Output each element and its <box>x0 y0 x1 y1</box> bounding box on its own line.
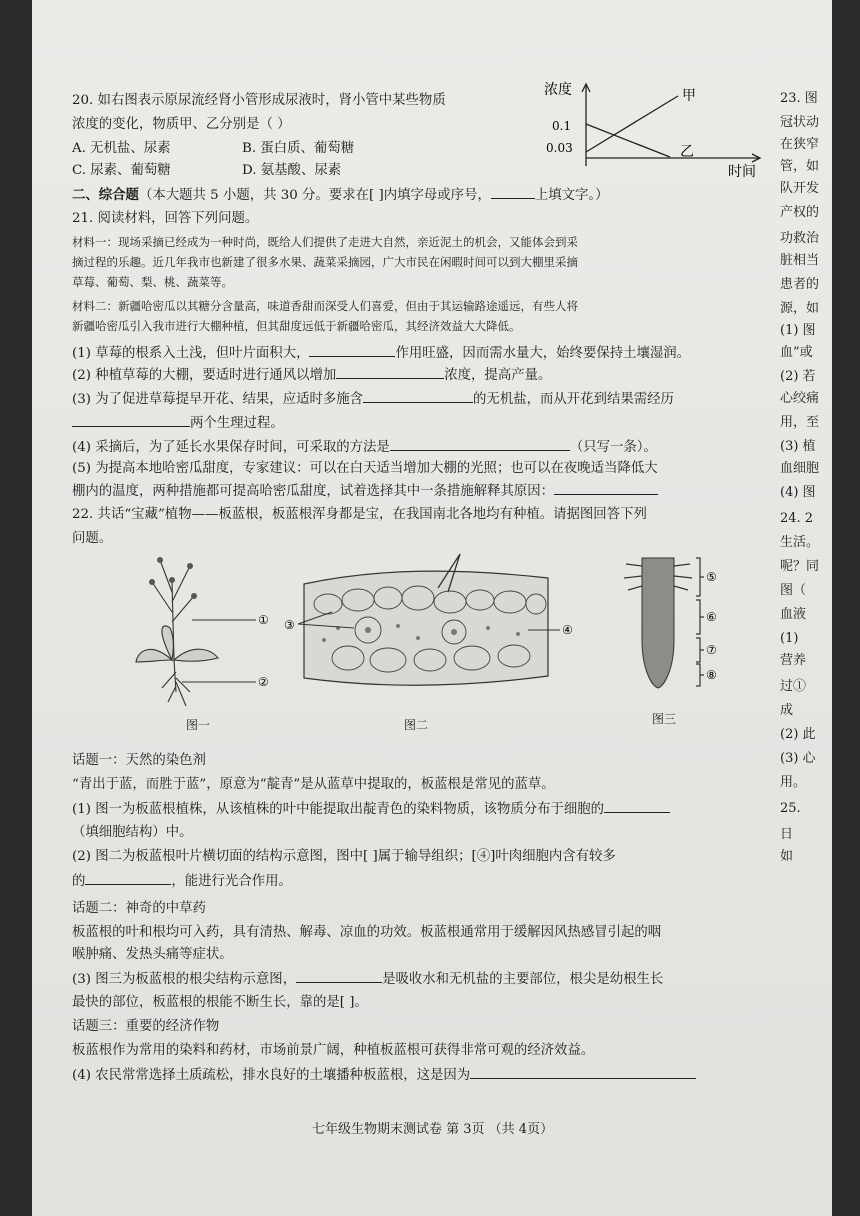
section2-desc-b: 上填文字。） <box>534 188 609 203</box>
q21-sub5-b: 棚内的温度，两种措施都可提高哈密瓜甜度，试着选择其中一条措施解释其原因： <box>72 484 555 499</box>
answer-blank[interactable] <box>363 390 473 403</box>
right-column-fragment: 成 <box>780 703 794 718</box>
q20-option-c: C. 尿素、葡萄糖 <box>72 163 171 178</box>
fig1-mark-1: ① <box>258 613 269 627</box>
section2-desc-a: （本大题共 5 小题，共 30 分。要求在[ ]内填字母或序号， <box>138 188 491 203</box>
right-column-fragment: 图（ <box>780 583 807 598</box>
right-column-fragment: 用。 <box>780 775 807 790</box>
y-axis-label: 浓度 <box>544 82 572 98</box>
right-column-fragment: 源，如 <box>780 301 820 316</box>
q21-sub4-a: (4) 采摘后，为了延长水果保存时间，可采取的方法是 <box>72 440 390 455</box>
fig3-root-tip-diagram <box>612 550 722 700</box>
flower-cluster <box>149 579 155 585</box>
right-column-fragment: (4) 图 <box>780 485 816 500</box>
right-column-fragment: (2) 此 <box>780 727 816 742</box>
fig2-caption: 图二 <box>404 718 429 732</box>
flower-cluster <box>187 563 193 569</box>
q22-stem-line2: 问题。 <box>72 531 113 546</box>
q22-sub2-b: 的 <box>72 874 86 889</box>
right-column-fragment: (1) <box>780 631 799 646</box>
right-column-fragment: 24. 2 <box>780 511 814 526</box>
fig2-mark-3: ③ <box>284 618 295 632</box>
right-column-fragment: 用，至 <box>780 415 820 430</box>
right-column-fragment: 23. 图 <box>780 91 818 106</box>
answer-blank[interactable] <box>604 800 670 813</box>
blank-sample <box>491 186 535 199</box>
fig2-mark-4: ④ <box>562 623 573 637</box>
cell-dot <box>365 627 371 633</box>
right-column-fragment: 产权的 <box>780 205 820 220</box>
q21-material2-line2: 新疆哈密瓜引入我市进行大棚种植，但其甜度远低于新疆哈密瓜，其经济效益大大降低。 <box>72 319 521 333</box>
right-column-fragment: 心绞痛 <box>780 391 820 406</box>
q21-sub3-cont <box>72 414 284 433</box>
line-jia <box>586 96 678 152</box>
q22-sub4-a: (4) 农民常常选择土质疏松，排水良好的土壤播种板蓝根，这是因为 <box>72 1068 471 1083</box>
fig3-mark-8: ⑧ <box>706 668 717 682</box>
q22-sub3-a: (3) 图三为板蓝根的根尖结构示意图， <box>72 972 297 987</box>
q22-topic2: 话题二：神奇的中草药 <box>72 901 206 916</box>
right-column-fragment: 冠状动 <box>780 115 820 130</box>
q21-sub2-b: 浓度，提高产量。 <box>444 368 552 383</box>
answer-blank[interactable] <box>554 482 658 495</box>
fig3-mark-5: ⑤ <box>706 570 717 584</box>
q21-sub5-line1: (5) 为提高本地哈密瓜甜度，专家建议：可以在白天适当增加大棚的光照；也可以在夜晚适当降低大 <box>72 461 658 476</box>
cell-dot <box>322 638 326 642</box>
q22-stem-line1: 22. 共话“宝藏”植物——板蓝根，板蓝根浑身都是宝，在我国南北各地均有种植。请据图回答下列 <box>72 507 647 522</box>
fig3-caption: 图三 <box>652 712 677 726</box>
q20-stem-line1: 20. 如右图表示原尿流经肾小管形成尿液时，肾小管中某些物质 <box>72 93 446 108</box>
q21-sub3 <box>72 390 674 409</box>
fig2-leaf-section-diagram <box>258 548 588 698</box>
right-column-fragment: 管，如 <box>780 159 820 174</box>
exam-page <box>32 0 832 1216</box>
q21-sub2 <box>72 366 551 385</box>
tick-high: 0.1 <box>552 119 572 133</box>
q21-sub1 <box>72 344 690 363</box>
plant-leaf <box>136 649 172 662</box>
q22-sub1-cont: （填细胞结构）中。 <box>72 825 193 840</box>
fig3-mark-7: ⑦ <box>706 643 717 657</box>
q21-sub4 <box>72 438 657 457</box>
cell-dot <box>516 632 520 636</box>
q21-sub2-a: (2) 种植草莓的大棚，要适时进行通风以增加 <box>72 368 337 383</box>
q21-sub1-a: (1) 草莓的根系入土浅，但叶片面积大， <box>72 346 310 361</box>
fig1-caption: 图一 <box>186 718 211 732</box>
q20-option-d: D. 氨基酸、尿素 <box>242 163 342 178</box>
q22-sub4 <box>72 1066 696 1085</box>
q21-material1-line2: 摘过程的乐趣。近几年我市也新建了很多水果、蔬菜采摘园，广大市民在闲暇时间可以到大棚里采摘 <box>72 255 578 269</box>
q22-topic1: 话题一：天然的染色剂 <box>72 753 206 768</box>
line-jia-label: 甲 <box>682 88 696 104</box>
q20-option-b: B. 蛋白质、葡萄糖 <box>242 141 355 156</box>
right-column-fragment: 队开发 <box>780 181 820 196</box>
fig3-mark-6: ⑥ <box>706 610 717 624</box>
right-column-fragment: (3) 心 <box>780 751 816 766</box>
root-tip-body <box>642 558 674 688</box>
line-yi-label: 乙 <box>680 144 694 160</box>
q22-sub3 <box>72 970 663 989</box>
flower-cluster <box>157 557 163 563</box>
page-footer: 七年级生物期末测试卷 第 3页 （共 4页） <box>312 1122 554 1137</box>
right-column-fragment: (3) 植 <box>780 439 816 454</box>
bracket-5 <box>696 558 704 596</box>
q21-stem: 21. 阅读材料，回答下列问题。 <box>72 211 259 226</box>
q21-material1-line3: 草莓、葡萄、梨、桃、蔬菜等。 <box>72 275 233 289</box>
right-column-fragment: 功救治 <box>780 231 820 246</box>
answer-blank[interactable] <box>336 366 444 379</box>
line-yi <box>586 124 670 157</box>
fig1-mark-2: ② <box>258 675 269 689</box>
answer-blank[interactable] <box>390 438 570 451</box>
q22-topic3: 话题三：重要的经济作物 <box>72 1019 220 1034</box>
section2-header <box>72 186 609 205</box>
right-column-fragment: 营养 <box>780 653 807 668</box>
q20-concentration-graph <box>542 78 782 180</box>
q20-stem-line2: 浓度的变化，物质甲、乙分别是（ ） <box>72 117 291 132</box>
right-column-fragment: 呢？同 <box>780 559 820 574</box>
q22-topic2-line2: 喉肿痛、发热头痛等症状。 <box>72 947 233 962</box>
right-column-fragment: 在狭窄 <box>780 137 820 152</box>
right-column-fragment: 日 <box>780 827 794 842</box>
q21-sub5-line2 <box>72 482 658 501</box>
q20-option-a: A. 无机盐、尿素 <box>72 141 171 156</box>
q21-material1-line1: 材料一：现场采摘已经成为一种时尚，既给人们提供了走进大自然，亲近泥土的机会，又能体会到采 <box>72 235 578 249</box>
bracket-7 <box>696 638 704 662</box>
q22-sub2-cont <box>72 872 292 891</box>
cell-dot <box>451 629 457 635</box>
right-column-fragment: 脏相当 <box>780 253 820 268</box>
q22-sub3-b: 是吸收水和无机盐的主要部位，根尖是幼根生长 <box>382 972 664 987</box>
q21-material2-line1: 材料二：新疆哈密瓜以其糖分含量高，味道香甜而深受人们喜爱，但由于其运输路途遥远，有些人将 <box>72 299 578 313</box>
q22-topic1-text: “青出于蓝，而胜于蓝”，原意为“靛青”是从蓝草中提取的，板蓝根是常见的蓝草。 <box>72 777 555 792</box>
q21-sub1-b: 作用旺盛，因而需水量大，始终要保持土壤湿润。 <box>395 346 691 361</box>
cell-dot <box>416 636 420 640</box>
q21-sub4-b: （只写一条）。 <box>569 440 657 455</box>
q22-sub1 <box>72 800 670 819</box>
answer-blank[interactable] <box>85 872 171 885</box>
right-column-fragment: 生活。 <box>780 535 820 550</box>
right-column-fragment: 过① <box>780 679 807 694</box>
right-column-fragment: 血细胞 <box>780 461 820 476</box>
q22-topic2-line1: 板蓝根的叶和根均可入药，具有清热、解毒、凉血的功效。板蓝根通常用于缓解因风热感冒引起的咽 <box>72 925 662 940</box>
plant-leaf <box>174 649 218 661</box>
right-column-fragment: 患者的 <box>780 277 820 292</box>
right-column-fragment: 25. <box>780 801 801 816</box>
bracket-6 <box>696 600 704 634</box>
q22-sub2-c: ，能进行光合作用。 <box>171 874 292 889</box>
tick-low: 0.03 <box>546 141 573 155</box>
bracket-8 <box>696 664 704 686</box>
answer-blank[interactable] <box>72 414 190 427</box>
cell-dot <box>486 626 490 630</box>
right-column-fragment: 如 <box>780 849 794 864</box>
q22-sub2: (2) 图二为板蓝根叶片横切面的结构示意图，图中[ ]属于输导组织；[④]叶肉细胞内含有较多 <box>72 849 616 864</box>
q21-sub3-c: 两个生理过程。 <box>190 416 284 431</box>
answer-blank[interactable] <box>296 970 382 983</box>
q21-sub3-a: (3) 为了促进草莓提早开花、结果，应适时多施含 <box>72 392 364 407</box>
q22-sub3-cont: 最快的部位，板蓝根的根能不断生长，靠的是[ ]。 <box>72 995 368 1010</box>
q22-sub1-a: (1) 图一为板蓝根植株，从该植株的叶中能提取出靛青色的染料物质，该物质分布于细胞的 <box>72 802 605 817</box>
right-column-fragment: 血液 <box>780 607 807 622</box>
answer-blank[interactable] <box>470 1066 696 1079</box>
flower-cluster <box>169 577 175 583</box>
plant-root <box>162 660 190 706</box>
x-axis-label: 时间 <box>728 164 756 180</box>
right-column-fragment: (1) 图 <box>780 323 816 338</box>
cell-dot <box>396 624 400 628</box>
right-column-fragment: 血”或 <box>780 345 813 360</box>
q22-topic3-line1: 板蓝根作为常用的染料和药材，市场前景广阔，种植板蓝根可获得非常可观的经济效益。 <box>72 1043 595 1058</box>
q21-sub3-b: 的无机盐，而从开花到结果需经历 <box>473 392 674 407</box>
answer-blank[interactable] <box>309 344 395 357</box>
right-column-fragment: (2) 若 <box>780 369 816 384</box>
section2-title: 二、综合题 <box>72 187 139 203</box>
leaf-outline <box>304 571 548 685</box>
flower-cluster <box>191 593 197 599</box>
